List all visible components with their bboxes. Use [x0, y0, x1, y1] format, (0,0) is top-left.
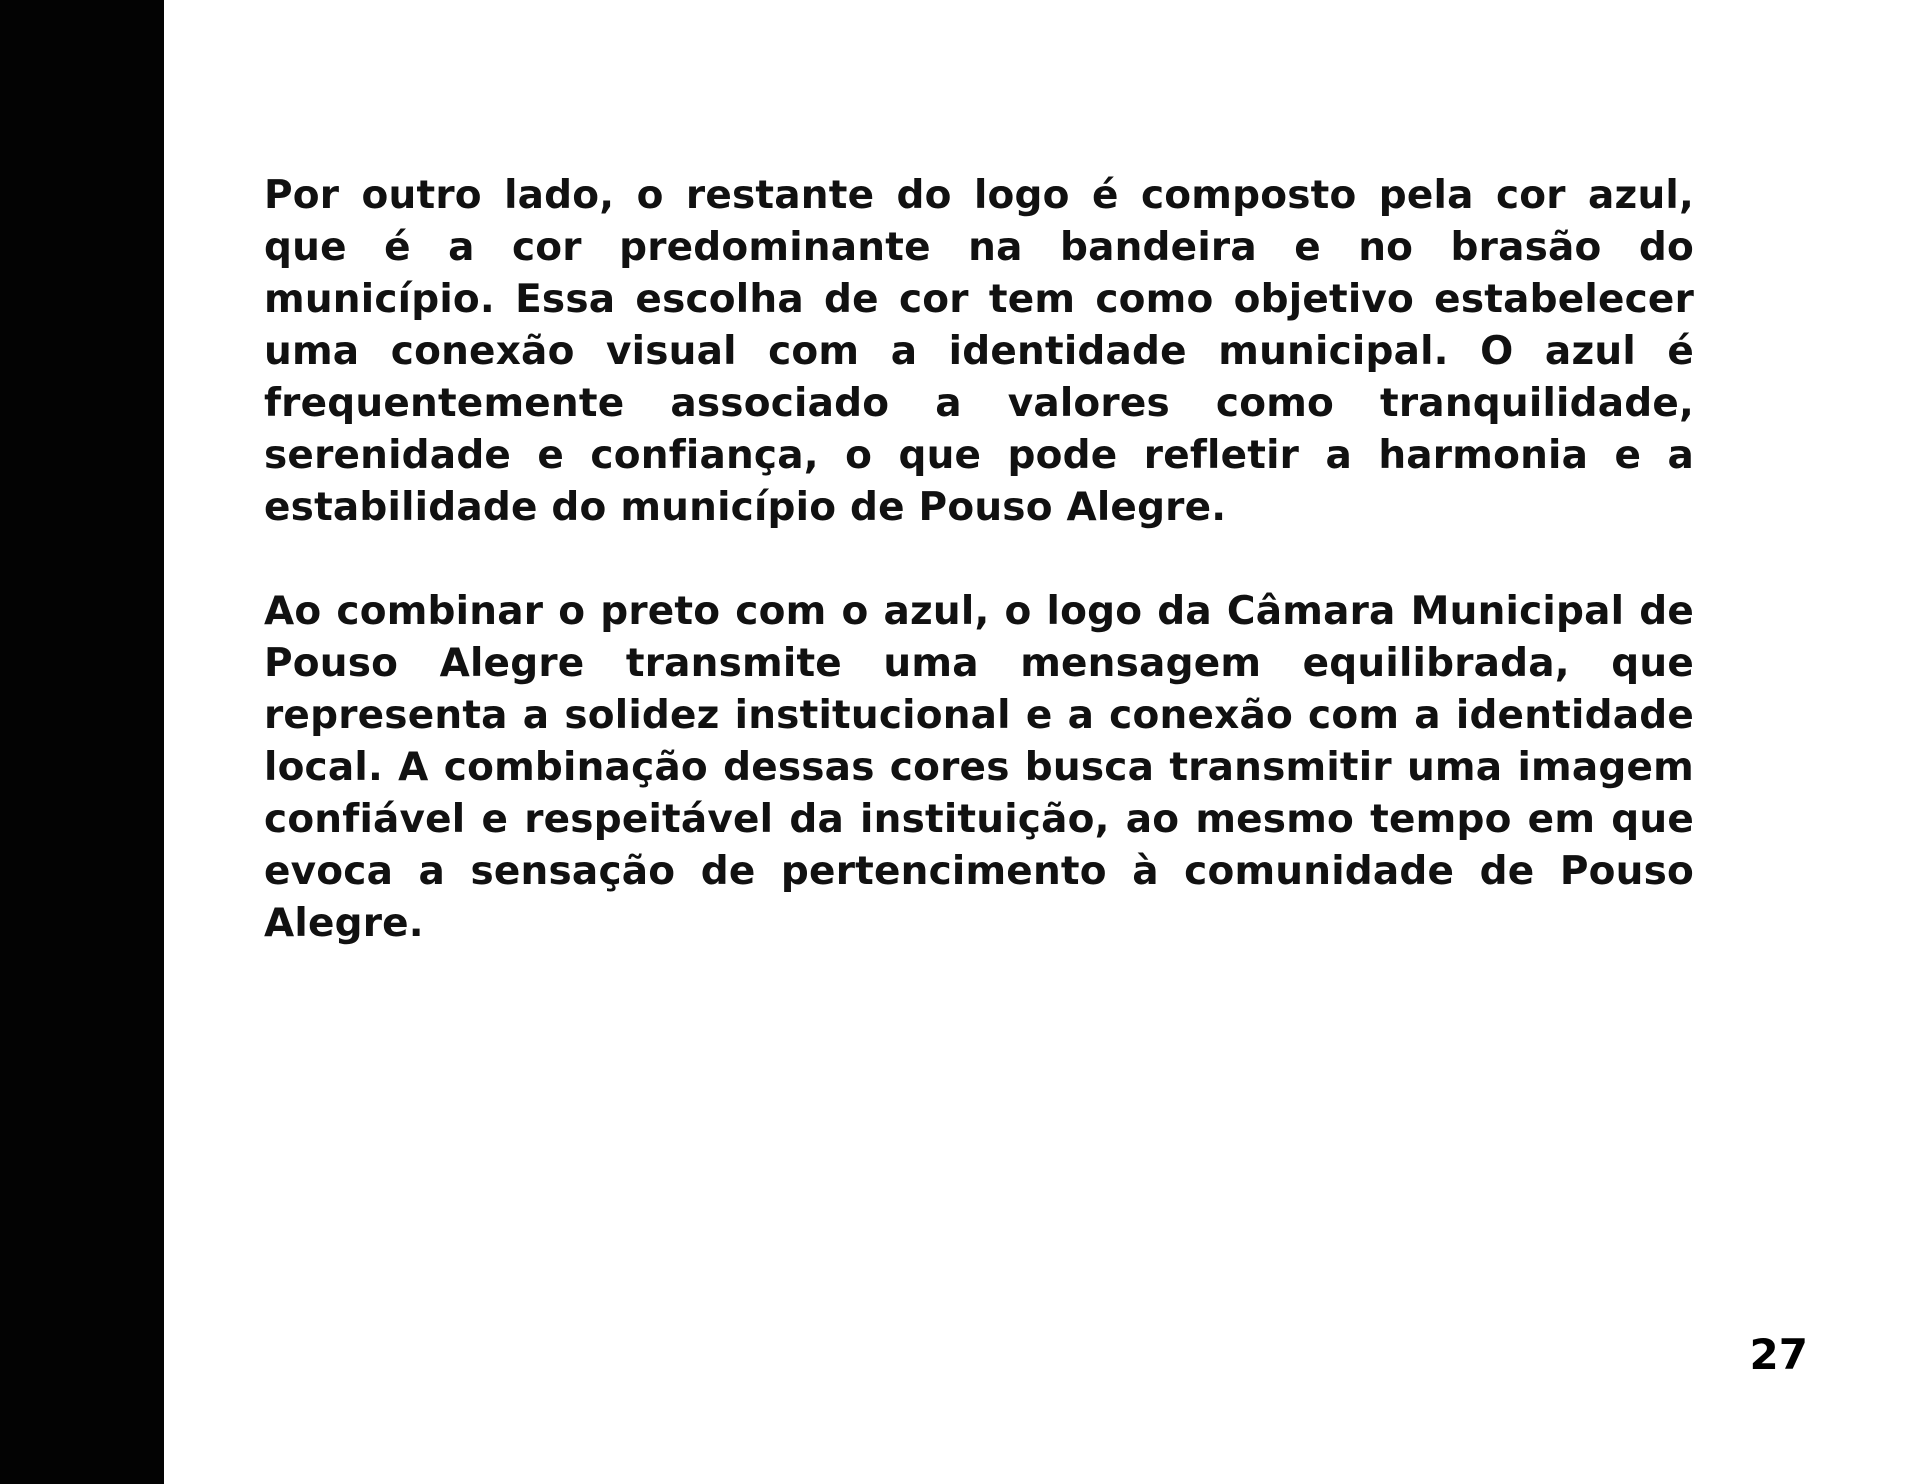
paragraph-1: Por outro lado, o restante do logo é composto pela cor azul, que é a cor predominante na bandeira e no brasão do município. Essa escolha de cor tem como objetivo estabelecer uma conexão visual com a identidade municipal. O azul é frequentemente associado a valores como tranquilidade, serenidade e confiança, o que pode refletir a harmonia e a estabilidade do município de Pouso Alegre. [264, 173, 1694, 530]
page-number: 27 [1749, 1330, 1808, 1379]
body-text [264, 170, 1694, 1002]
side-bar [0, 0, 164, 1484]
paragraph-2: Ao combinar o preto com o azul, o logo da Câmara Municipal de Pouso Alegre transmite uma mensagem equilibrada, que representa a solidez institucional e a conexão com a identidade local. A combinação dessas cores busca transmitir uma imagem confiável e respeitável da instituição, ao mesmo tempo em que evoca a sensação de pertencimento à comunidade de Pouso Alegre. [264, 589, 1694, 946]
